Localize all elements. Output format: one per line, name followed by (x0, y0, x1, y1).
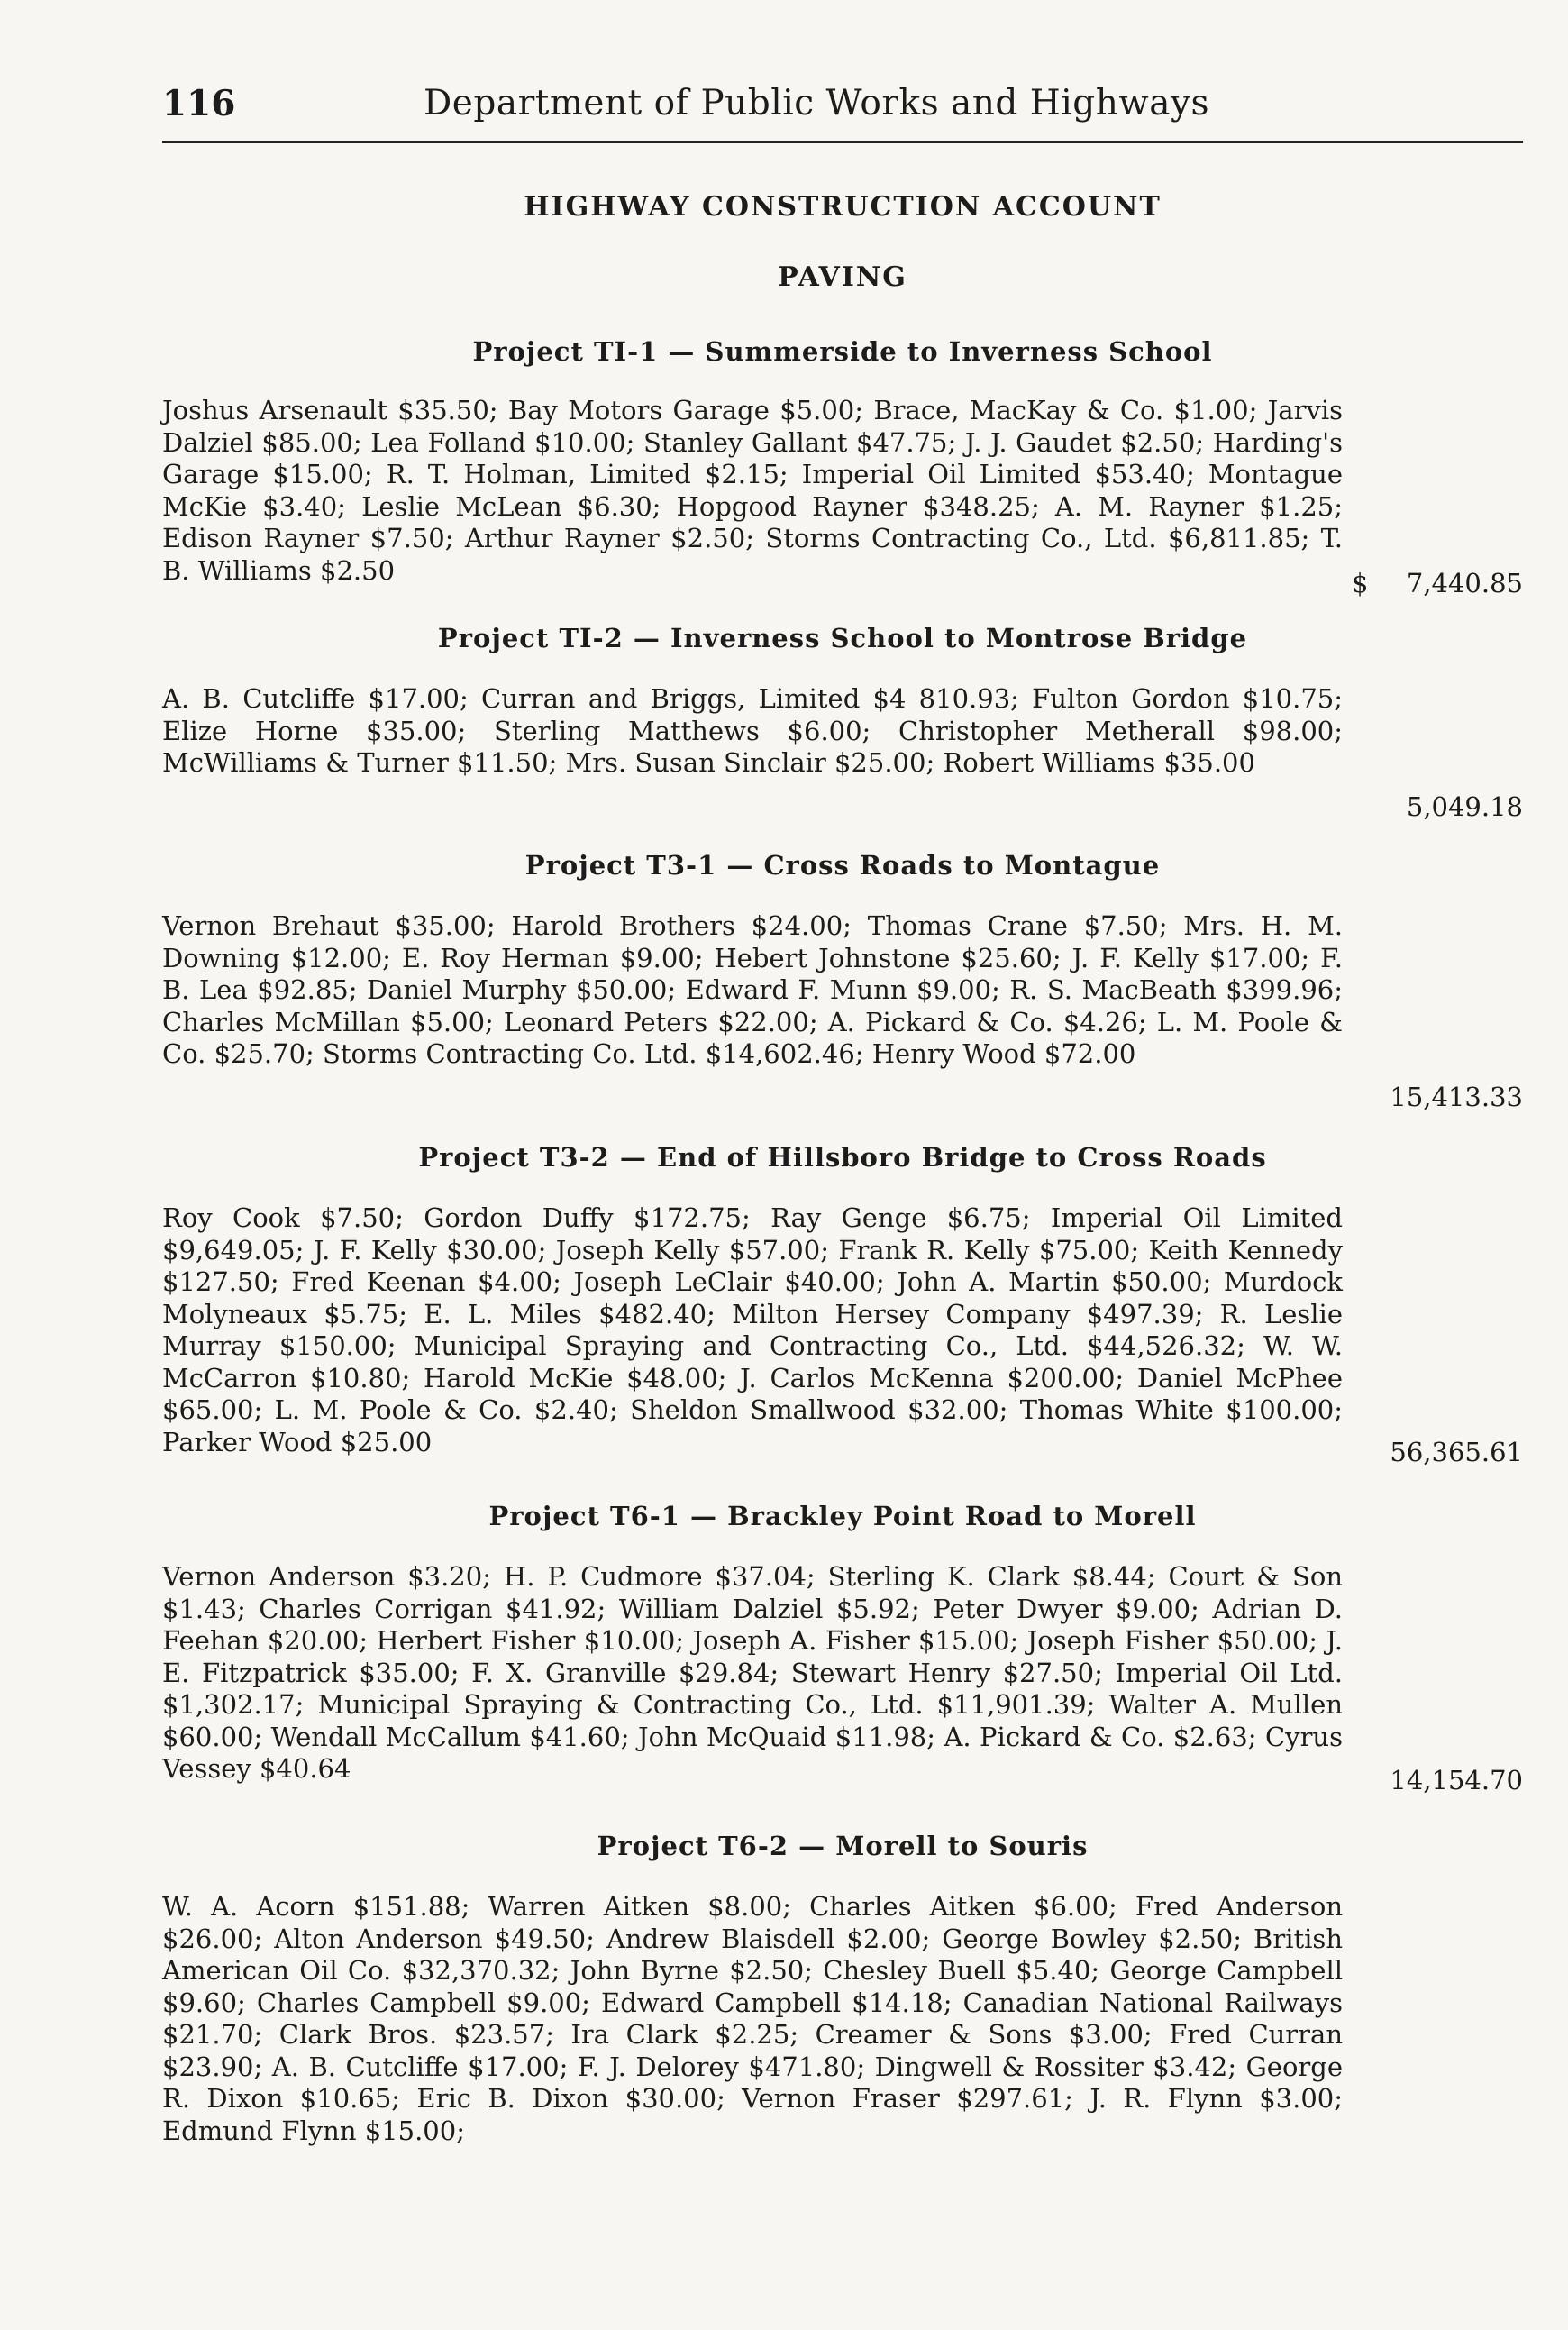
project-block (162, 618, 1523, 822)
project-total-value: 5,049.18 (1406, 791, 1523, 822)
project-block (162, 1826, 1523, 2146)
project-title: Project T6-2 — Morell to Souris (597, 1831, 1089, 1861)
project-block (162, 1496, 1523, 1795)
currency-symbol: $ (1352, 568, 1369, 598)
project-entries: Joshus Arsenault $35.50; Bay Motors Garage $5.00; Brace, MacKay & Co. $1.00; Jarvis Dalziel $85.00; Lea Folland $10.00; Stanley Gallant $47.75; J. J. Gaudet $2.50; Harding's Garage $15.00; R. T. Holman, Limited $2.15; Imperial Oil Limited $53.40; Montague McKie $3.40; Leslie McLean $6.30; Hopgood Rayner $348.25; A. M. Rayner $1.25; Edison Rayner $7.50; Arthur Rayner $2.50; Storms Contracting Co., Ltd. $6,811.85; T. B. Williams $2.50 (162, 395, 1343, 586)
project-entries: W. A. Acorn $151.88; Warren Aitken $8.00; Charles Aitken $6.00; Fred Anderson $26.00; Alton Anderson $49.50; Andrew Blaisdell $2.00; George Bowley $2.50; British American Oil Co. $32,370.32; John Byrne $2.50; Chesley Buell $5.40; George Campbell $9.60; Charles Campbell $9.00; Edward Campbell $14.18; Canadian National Railways $21.70; Clark Bros. $23.57; Ira Clark $2.25; Creamer & Sons $3.00; Fred Curran $23.90; A. B. Cutcliffe $17.00; F. J. Delorey $471.80; Dingwell & Rossiter $3.42; George R. Dixon $10.65; Eric B. Dixon $30.00; Vernon Fraser $297.61; J. R. Flynn $3.00; Edmund Flynn $15.00; (162, 1891, 1343, 2146)
project-total (1352, 1765, 1523, 1795)
project-entries: Vernon Anderson $3.20; H. P. Cudmore $37.04; Sterling K. Clark $8.44; Court & Son $1.43; Charles Corrigan $41.92; William Dalziel $5.92; Peter Dwyer $9.00; Adrian D. Feehan $20.00; Herbert Fisher $10.00; Joseph A. Fisher $15.00; Joseph Fisher $50.00; J. E. Fitzpatrick $35.00; F. X. Granville $29.84; Stewart Henry $27.50; Imperial Oil Ltd. $1,302.17; Municipal Spraying & Contracting Co., Ltd. $11,901.39; Walter A. Mullen $60.00; Wendall McCallum $41.60; John McQuaid $11.98; A. Pickard & Co. $2.63; Cyrus Vessey $40.64 (162, 1561, 1343, 1784)
project-total (1352, 568, 1523, 598)
account-heading: HIGHWAY CONSTRUCTION ACCOUNT (524, 191, 1162, 223)
project-block (162, 332, 1523, 598)
project-title: Project T3-1 — Cross Roads to Montague (524, 850, 1161, 881)
project-block (162, 845, 1523, 1112)
project-entries: Vernon Brehaut $35.00; Harold Brothers $24.00; Thomas Crane $7.50; Mrs. H. M. Downing $12.00; E. Roy Herman $9.00; Hebert Johnstone $25.60; J. F. Kelly $17.00; F. B. Lea $92.85; Daniel Murphy $50.00; Edward F. Munn $9.00; R. S. MacBeath $399.96; Charles McMillan $5.00; Leonard Peters $22.00; A. Pickard & Co. $4.26; L. M. Poole & Co. $25.70; Storms Contracting Co. Ltd. $14,602.46; Henry Wood $72.00 (162, 910, 1343, 1069)
project-total (1352, 1437, 1523, 1467)
project-total-value: 56,365.61 (1390, 1437, 1523, 1467)
project-entries: Roy Cook $7.50; Gordon Duffy $172.75; Ray Genge $6.75; Imperial Oil Limited $9,649.05; J. F. Kelly $30.00; Joseph Kelly $57.00; Frank R. Kelly $75.00; Keith Kennedy $127.50; Fred Keenan $4.00; Joseph LeClair $40.00; John A. Martin $50.00; Murdock Molyneaux $5.75; E. L. Miles $482.40; Milton Hersey Company $497.39; R. Leslie Murray $150.00; Municipal Spraying and Contracting Co., Ltd. $44,526.32; W. W. McCarron $10.80; Harold McKie $48.00; J. Carlos McKenna $200.00; Daniel McPhee $65.00; L. M. Poole & Co. $2.40; Sheldon Smallwood $32.00; Thomas White $100.00; Parker Wood $25.00 (162, 1202, 1343, 1457)
project-total (1352, 791, 1523, 822)
project-total-value: 7,440.85 (1406, 568, 1523, 598)
project-total (1352, 1082, 1523, 1112)
running-title: Department of Public Works and Highways (424, 83, 1210, 123)
project-title: Project TI-2 — Inverness School to Montrose Bridge (437, 623, 1248, 653)
project-entries: A. B. Cutcliffe $17.00; Curran and Briggs, Limited $4 810.93; Fulton Gordon $10.75; Elize Horne $35.00; Sterling Matthews $6.00; Christopher Metherall $98.00; McWilliams & Turner $11.50; Mrs. Susan Sinclair $25.00; Robert Williams $35.00 (162, 683, 1343, 778)
project-title: Project TI-1 — Summerside to Inverness School (472, 336, 1213, 367)
header-rule (162, 141, 1523, 143)
section-heading: PAVING (778, 261, 907, 293)
page-header (162, 83, 1523, 139)
project-total-value: 14,154.70 (1390, 1765, 1523, 1795)
project-title: Project T3-2 — End of Hillsboro Bridge to Cross Roads (418, 1142, 1267, 1173)
project-total-value: 15,413.33 (1390, 1082, 1523, 1112)
page-number: 116 (162, 83, 236, 124)
project-title: Project T6-1 — Brackley Point Road to Morell (488, 1501, 1197, 1531)
project-block (162, 1138, 1523, 1467)
